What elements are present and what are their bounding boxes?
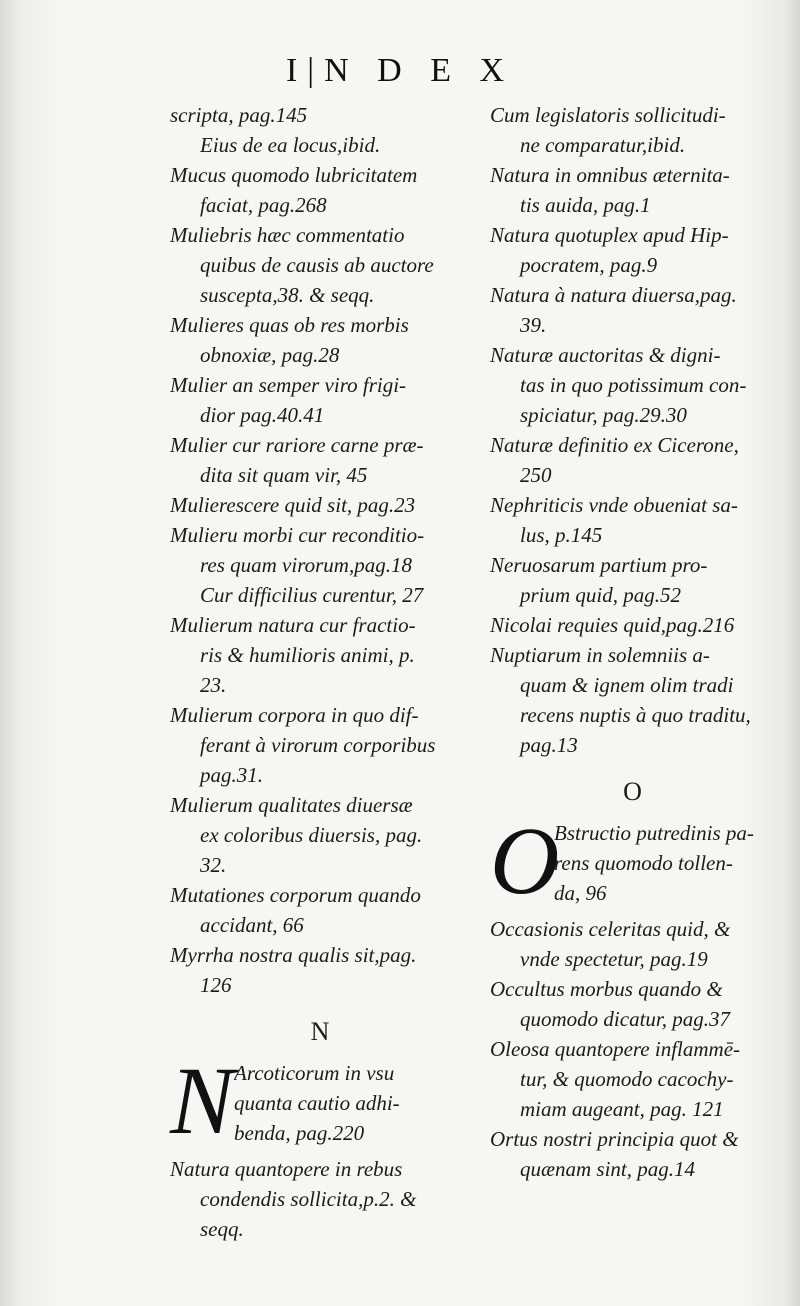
entry-line: tas in quo potissimum con- <box>520 373 747 397</box>
section-letter-n: N <box>310 1017 330 1046</box>
entry-line: Mulieres quas ob res morbis <box>170 313 409 337</box>
right-after-entries <box>490 914 775 1184</box>
index-entry <box>170 310 470 370</box>
page-header-index: I|N D E X <box>285 52 515 89</box>
index-entry <box>170 370 470 430</box>
index-entry <box>490 490 775 550</box>
initial-entry-n <box>170 1047 470 1154</box>
entry-line: Neruosarum partium pro- <box>490 553 708 577</box>
entry-line: pag.13 <box>520 733 578 757</box>
entry-line: seqq. <box>200 1217 244 1241</box>
entry-line: Mutationes corporum quando <box>170 883 421 907</box>
entry-line: quam & ignem olim tradi <box>520 673 734 697</box>
entry-line: Occasionis celeritas quid, & <box>490 917 731 941</box>
index-entry <box>490 100 775 160</box>
index-entry <box>170 100 470 160</box>
entry-line: Occultus morbus quando & <box>490 977 723 1001</box>
index-entry <box>490 610 775 640</box>
entry-line: Mulierum qualitates diuersæ <box>170 793 413 817</box>
drop-cap-n: N <box>170 1047 235 1154</box>
index-entry <box>490 974 775 1034</box>
entry-line: Mulierescere quid sit, pag.23 <box>170 493 416 517</box>
index-entry <box>170 490 470 520</box>
entry-line: Mulier an semper viro frigi- <box>170 373 407 397</box>
entry-line: Oleosa quantopere inflammē- <box>490 1037 741 1061</box>
entry-line: Natura à natura diuersa,pag. <box>490 283 737 307</box>
entry-line: tis auida, pag.1 <box>520 193 651 217</box>
entry-line: benda, pag.220 <box>234 1121 365 1145</box>
index-entry <box>170 700 470 790</box>
index-entry <box>170 880 470 940</box>
section-letter-o: O <box>623 777 642 806</box>
entry-line: dior pag.40.41 <box>200 403 325 427</box>
entry-line: Mulieru morbi cur reconditio- <box>170 523 425 547</box>
entry-line: Mulierum natura cur fractio- <box>170 613 416 637</box>
entry-line: Mulier cur rariore carne præ- <box>170 433 424 457</box>
entry-line: quanta cautio adhi- <box>234 1091 400 1115</box>
entry-line: Natura quotuplex apud Hip- <box>490 223 729 247</box>
right-entries <box>490 100 775 760</box>
entry-line: res quam virorum,pag.18 <box>200 553 412 577</box>
entry-line: Ortus nostri principia quot & <box>490 1127 739 1151</box>
entry-line: rens quomodo tollen- <box>554 851 733 875</box>
entry-line: Bstructio putredinis pa- <box>554 821 754 845</box>
entry-line: Nuptiarum in solemniis a- <box>490 643 710 667</box>
initial-entry-o <box>490 807 775 914</box>
index-entry <box>170 790 470 880</box>
entry-line: Naturæ auctoritas & digni- <box>490 343 721 367</box>
index-entry <box>490 640 775 760</box>
entry-line: scripta, pag.145 <box>170 103 308 127</box>
index-entry <box>490 430 775 490</box>
entry-line: pocratem, pag.9 <box>520 253 658 277</box>
index-entry <box>170 160 470 220</box>
entry-line: 23. <box>200 673 227 697</box>
left-entries <box>170 100 470 1000</box>
entry-line: obnoxiæ, pag.28 <box>200 343 340 367</box>
entry-line: ferant à virorum corporibus <box>200 733 436 757</box>
index-entry <box>490 1034 775 1124</box>
entry-line: Cur difficilius curentur, 27 <box>200 583 424 607</box>
index-entry <box>490 550 775 610</box>
entry-line: miam augeant, pag. 121 <box>520 1097 724 1121</box>
entry-line: Mulierum corpora in quo dif- <box>170 703 419 727</box>
index-entry <box>170 520 470 610</box>
entry-line: vnde spectetur, pag.19 <box>520 947 708 971</box>
entry-line: condendis sollicita,p.2. & <box>200 1187 417 1211</box>
entry-line: Natura in omnibus æternita- <box>490 163 730 187</box>
entry-line: 126 <box>200 973 232 997</box>
left-column <box>170 100 470 1244</box>
drop-cap-o: O <box>490 807 560 914</box>
entry-line: 32. <box>200 853 227 877</box>
left-after-entries <box>170 1154 470 1244</box>
entry-line: tur, & quomodo cacochy- <box>520 1067 734 1091</box>
entry-line: Myrrha nostra qualis sit,pag. <box>170 943 417 967</box>
index-entry <box>490 160 775 220</box>
entry-line: dita sit quam vir, 45 <box>200 463 368 487</box>
index-entry <box>170 220 470 310</box>
entry-line: Nicolai requies quid,pag.216 <box>490 613 735 637</box>
entry-line: faciat, pag.268 <box>200 193 327 217</box>
entry-line: 250 <box>520 463 552 487</box>
entry-line: Eius de ea locus,ibid. <box>200 133 381 157</box>
entry-line: spiciatur, pag.29.30 <box>520 403 687 427</box>
entry-line: ris & humilioris animi, p. <box>200 643 415 667</box>
index-entry <box>170 940 470 1000</box>
index-entry <box>170 610 470 700</box>
entry-line: Muliebris hæc commentatio <box>170 223 405 247</box>
index-entry <box>490 1124 775 1184</box>
entry-line: Naturæ definitio ex Cicerone, <box>490 433 739 457</box>
entry-line: quomodo dicatur, pag.37 <box>520 1007 730 1031</box>
entry-line: ne comparatur,ibid. <box>520 133 686 157</box>
index-entry <box>170 1154 470 1244</box>
entry-line: Mucus quomodo lubricitatem <box>170 163 418 187</box>
index-entry <box>490 220 775 280</box>
entry-line: pag.31. <box>200 763 263 787</box>
right-column <box>490 100 775 1184</box>
entry-line: 39. <box>520 313 547 337</box>
entry-line: suscepta,38. & seqq. <box>200 283 375 307</box>
entry-line: Cum legislatoris sollicitudi- <box>490 103 726 127</box>
entry-line: da, 96 <box>554 881 607 905</box>
index-entry <box>490 280 775 340</box>
entry-line: quibus de causis ab auctore <box>200 253 434 277</box>
entry-line: prium quid, pag.52 <box>520 583 682 607</box>
index-entry <box>170 430 470 490</box>
index-entry <box>490 914 775 974</box>
index-entry <box>490 340 775 430</box>
entry-line: quænam sint, pag.14 <box>520 1157 696 1181</box>
entry-line: Nephriticis vnde obueniat sa- <box>490 493 738 517</box>
entry-line: Arcoticorum in vsu <box>234 1061 395 1085</box>
entry-line: recens nuptis à quo traditu, <box>520 703 751 727</box>
entry-line: Natura quantopere in rebus <box>170 1157 403 1181</box>
entry-line: accidant, 66 <box>200 913 304 937</box>
entry-line: lus, p.145 <box>520 523 603 547</box>
entry-line: ex coloribus diuersis, pag. <box>200 823 423 847</box>
